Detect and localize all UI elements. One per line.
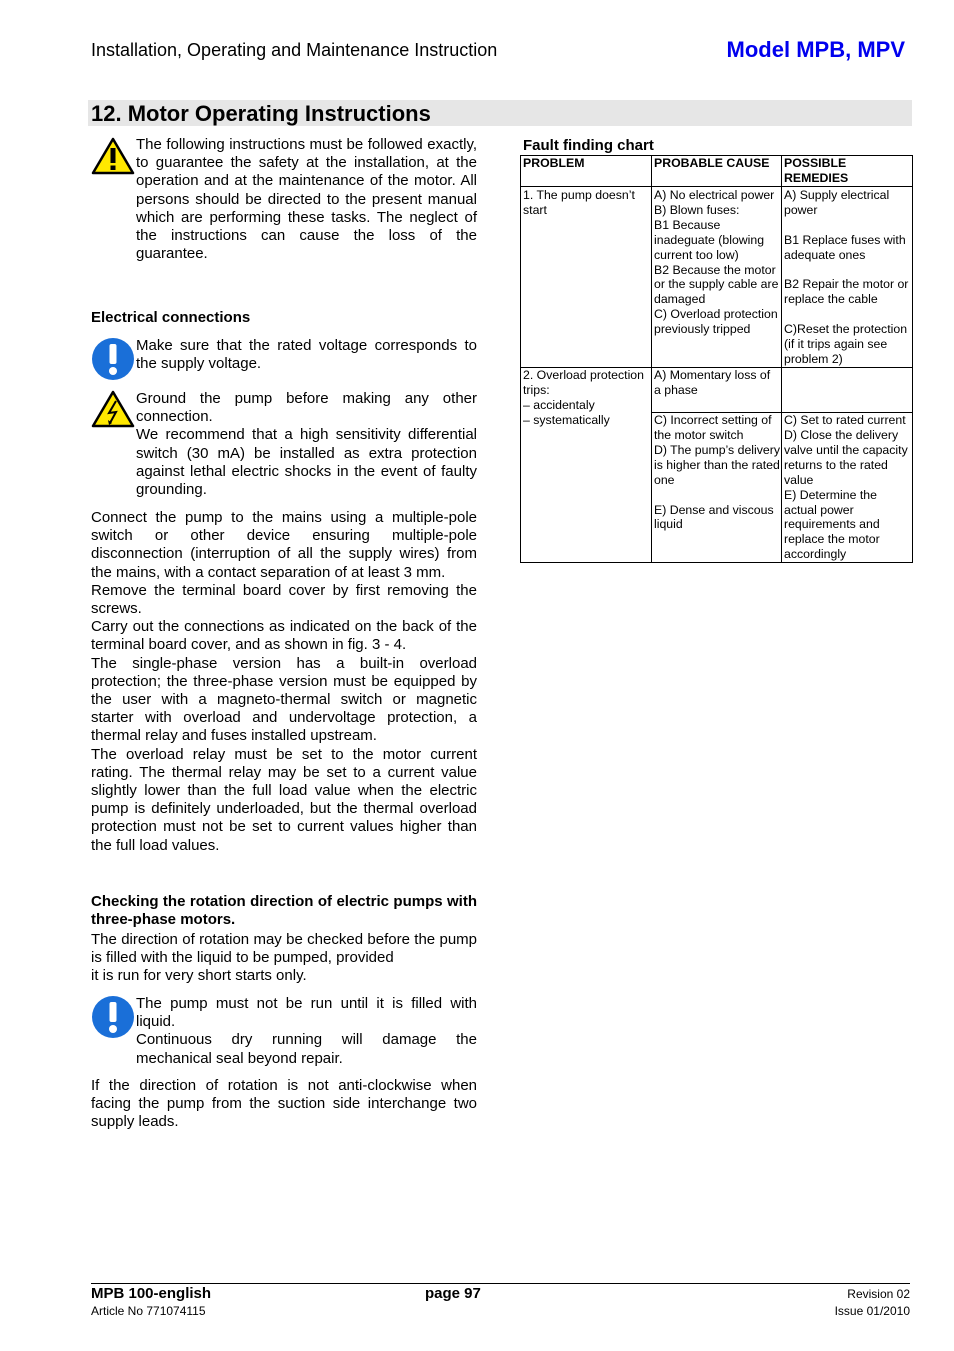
warning-intro-text: The following instructions must be followed exactly, to guarantee the safety at the installation, at the operation and at the maintenance of the motor. All persons should be directed to the present manual which are performing these tasks. The neglect of the instructions can cause the loss of the guarantee.	[136, 136, 477, 263]
electric-hazard-icon	[91, 390, 135, 428]
rotation-body-2: it is run for very short starts only.	[91, 967, 307, 985]
footer-doc: MPB 100-english	[91, 1285, 212, 1302]
remedy-line: E) Determine the actual power requirements and replace the motor accordingly	[784, 487, 884, 562]
cause-line: C) Overload protection previously tripped	[654, 307, 782, 337]
remedy-cell	[782, 187, 913, 368]
remedy-line: B2 Repair the motor or replace the cable	[784, 277, 912, 307]
dry-run-text-2: Continuous dry running will damage the mechanical seal beyond repair.	[136, 1031, 477, 1067]
electrical-heading: Electrical connections	[91, 309, 251, 326]
warning-triangle-icon	[91, 137, 135, 175]
problem-cell	[521, 367, 652, 412]
cause-line: B) Blown fuses:	[654, 202, 740, 217]
remedy-line	[784, 218, 911, 233]
remedy-line	[784, 263, 911, 278]
problem-line: – accidentaly	[523, 397, 595, 412]
voltage-note-text: Make sure that the rated voltage corresponds to the supply voltage.	[136, 337, 477, 373]
remedy-line: C)Reset the protection (if it trips again see problem 2)	[784, 322, 911, 366]
footer-page: page 97	[425, 1285, 481, 1302]
header-cause: PROBABLE CAUSE	[652, 156, 782, 187]
header-problem: PROBLEM	[521, 156, 652, 187]
ground-text-1: Ground the pump before making any other connection.	[136, 390, 477, 426]
header-remedies: POSSIBLE REMEDIES	[782, 156, 913, 187]
dry-run-note	[136, 995, 477, 1068]
section-heading-band	[88, 100, 912, 126]
footer-issue: Issue 01/2010	[834, 1304, 910, 1318]
info-exclamation-icon	[91, 337, 135, 381]
remedy-line: C) Set to rated current	[784, 413, 906, 428]
rotation-body-3: If the direction of rotation is not anti-clockwise when facing the pump from the suction side interchange two supply leads.	[91, 1077, 477, 1131]
cause-line: D) The pump’s delivery is higher than the rated one	[654, 442, 784, 487]
rotation-heading: Checking the rotation direction of electric pumps with three-phase motors.	[91, 893, 477, 929]
table-header-row	[521, 156, 913, 187]
cause-line: E) Dense and viscous liquid	[654, 502, 778, 532]
cause-cell	[652, 187, 782, 368]
fault-chart-title: Fault finding chart	[523, 137, 654, 154]
electrical-body-2: Remove the terminal board cover by first removing the screws.	[91, 581, 477, 618]
remedy-line: D) Close the delivery valve until the capacity returns to the rated value	[784, 428, 912, 487]
fault-chart-table	[520, 155, 913, 563]
table-row	[521, 367, 913, 412]
cause-line: B2 Because the motor or the supply cable are damaged	[654, 262, 782, 307]
problem-line: 2. Overload protection trips:	[523, 367, 648, 397]
section-heading: 12. Motor Operating Instructions	[91, 101, 431, 126]
footer-revision: Revision 02	[847, 1287, 910, 1301]
electrical-body-5: The overload relay must be set to the motor current rating. The thermal relay may be set to a current value slightly lower than the full load value when the electric pump is definitely underloaded, but the thermal overload protection must not be set to current values higher than the full load values.	[91, 745, 477, 854]
remedy-line	[784, 307, 911, 322]
table-row	[521, 413, 913, 563]
electrical-body-1: Connect the pump to the mains using a multiple-pole switch or other device ensuring multiple-pole disconnection (interruption of all the supply wires) from the mains, with a contact separation of at least 3 mm.	[91, 509, 477, 581]
remedy-line: A) Supply electrical power	[784, 188, 893, 217]
cause-line: C) Incorrect setting of the motor switch	[654, 413, 775, 442]
ground-warning	[136, 390, 477, 499]
cause-cell	[652, 413, 782, 563]
remedy-cell	[782, 413, 913, 563]
electrical-body-3: Carry out the connections as indicated on the back of the terminal board cover, and as shown in fig. 3 - 4.	[91, 618, 477, 654]
cause-line: A) No electrical power	[654, 188, 775, 202]
document-title: Installation, Operating and Maintenance Instruction	[91, 40, 498, 60]
rotation-body-1: The direction of rotation may be checked before the pump is filled with the liquid to be pumped, provided	[91, 931, 477, 967]
ground-text-2: We recommend that a high sensitivity differential switch (30 mA) be installed as extra protection against lethal electric shocks in the event of faulty grounding.	[136, 426, 477, 499]
cause-line: B1 Because inadeguate (blowing current too low)	[654, 217, 768, 262]
rotation-body-top	[91, 931, 477, 986]
electrical-body-4: The single-phase version has a built-in overload protection; the three-phase version must be equipped by the user with a magneto-thermal switch or magnetic starter with overload and undervoltage protection, a thermal relay and fuses installed upstream.	[91, 654, 477, 745]
footer-article: Article No 771074115	[91, 1304, 206, 1318]
remedy-line: B1 Replace fuses with adequate ones	[784, 232, 910, 262]
table-row	[521, 187, 913, 368]
problem-cell: 1. The pump doesn’t start	[521, 187, 652, 368]
footer-rule	[91, 1283, 910, 1284]
cause-cell: A) Momentary loss of a phase	[652, 367, 782, 412]
info-exclamation-icon	[91, 995, 135, 1039]
model-title: Model MPB, MPV	[726, 37, 905, 62]
problem-cell: – systematically	[521, 413, 652, 563]
cause-line	[654, 488, 780, 503]
dry-run-text-1: The pump must not be run until it is filled with liquid.	[136, 995, 477, 1031]
electrical-body	[91, 509, 477, 855]
remedy-cell	[782, 367, 913, 412]
